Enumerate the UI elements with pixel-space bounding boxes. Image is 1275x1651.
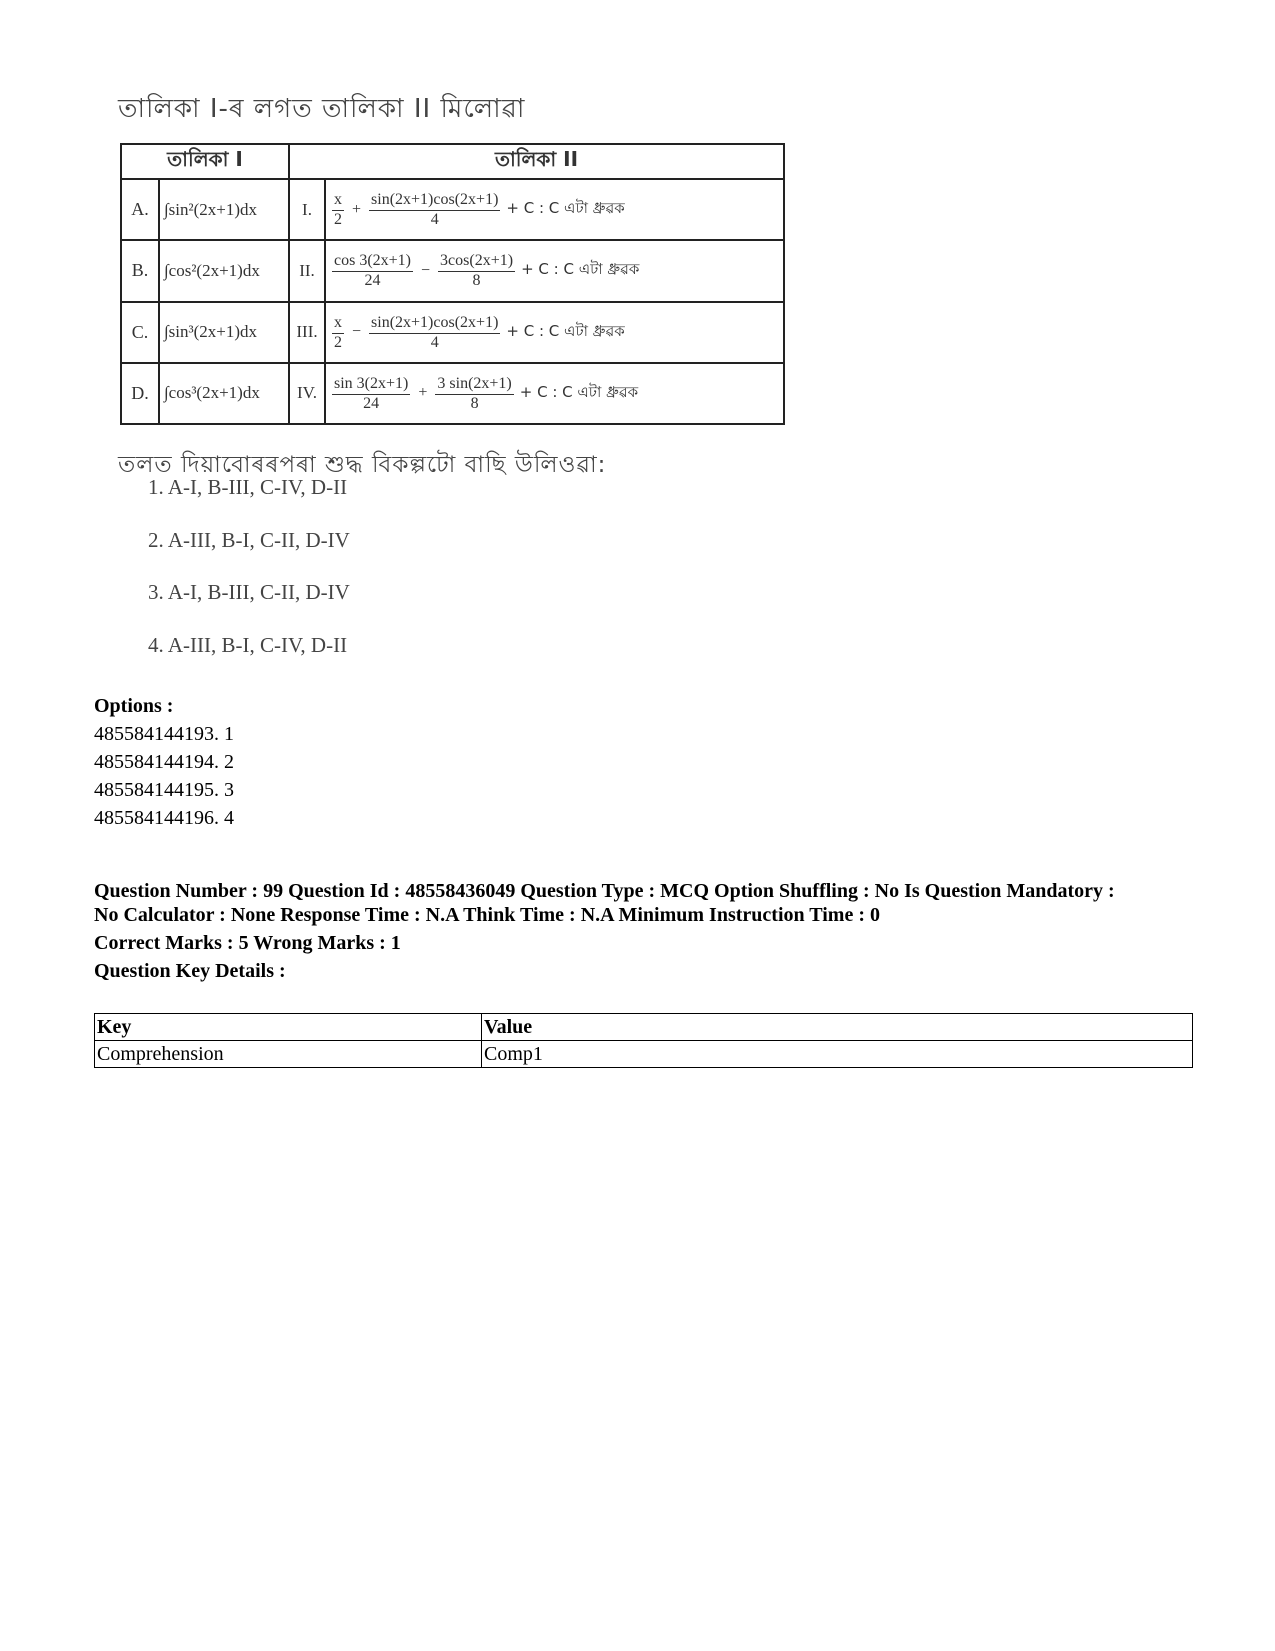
operator: +	[418, 384, 428, 402]
col-header-list2: তালিকা II	[289, 144, 784, 179]
option-item: 485584144193. 1	[94, 723, 234, 745]
row-expression	[325, 302, 784, 363]
marks-line: Correct Marks : 5 Wrong Marks : 1	[94, 932, 401, 954]
fraction-numerator: x	[332, 190, 344, 211]
row-letter: A.	[121, 179, 159, 240]
table-row	[121, 179, 784, 240]
table-row	[95, 1041, 1193, 1068]
table-row	[121, 240, 784, 301]
key-details-table	[94, 1013, 1193, 1068]
meta-line-2: No Calculator : None Response Time : N.A Think Time : N.A Minimum Instruction Time : 0	[94, 904, 880, 926]
option-item: 485584144196. 4	[94, 807, 234, 829]
fraction-denominator: 8	[470, 394, 479, 412]
row-roman: IV.	[289, 363, 325, 424]
option-item: 485584144194. 2	[94, 751, 234, 773]
question-image	[110, 80, 790, 700]
question-meta	[94, 879, 1194, 983]
row-expression	[325, 179, 784, 240]
meta-line-1: Question Number : 99 Question Id : 48558436049 Question Type : MCQ Option Shuffling : No Is Question Mandatory :	[94, 880, 1115, 902]
options-label: Options :	[94, 695, 174, 717]
key-details-label: Question Key Details :	[94, 960, 286, 982]
row-roman: I.	[289, 179, 325, 240]
fraction-numerator: 3 sin(2x+1)	[435, 374, 513, 395]
constant-clause: + C : C এটা ধ্ৰুৱক	[506, 199, 625, 218]
fraction-numerator: 3cos(2x+1)	[438, 251, 515, 272]
fraction-numerator: sin(2x+1)cos(2x+1)	[369, 313, 500, 334]
row-roman: III.	[289, 302, 325, 363]
value-cell: Comp1	[482, 1041, 1193, 1068]
row-expression	[325, 363, 784, 424]
row-letter: C.	[121, 302, 159, 363]
choice-4: 4. A-III, B-I, C-IV, D-II	[148, 633, 348, 657]
operator: +	[352, 200, 362, 218]
fraction-numerator: sin 3(2x+1)	[332, 374, 410, 395]
row-roman: II.	[289, 240, 325, 301]
key-cell: Comprehension	[95, 1041, 482, 1068]
match-table	[120, 143, 785, 425]
table-row	[121, 302, 784, 363]
fraction-numerator: cos 3(2x+1)	[332, 251, 413, 272]
row-integral: ∫sin³(2x+1)dx	[159, 302, 289, 363]
fraction-numerator: sin(2x+1)cos(2x+1)	[369, 190, 500, 211]
question-instruction: তলত দিয়াবোৰৰপৰা শুদ্ধ বিকল্পটো বাছি উলিওৱা:	[118, 452, 607, 478]
fraction-numerator: x	[332, 313, 344, 334]
question-heading: তালিকা I-ৰ লগত তালিকা II মিলোৱা	[118, 94, 526, 124]
constant-clause: + C : C এটা ধ্ৰুৱক	[521, 260, 640, 279]
fraction-denominator: 24	[363, 394, 380, 412]
table-row	[121, 363, 784, 424]
fraction-denominator: 2	[334, 333, 342, 351]
fraction-denominator: 24	[364, 272, 381, 290]
fraction-denominator: 8	[472, 272, 481, 290]
choice-3: 3. A-I, B-III, C-II, D-IV	[148, 580, 350, 604]
constant-clause: + C : C এটা ধ্ৰুৱক	[506, 321, 625, 340]
constant-clause: + C : C এটা ধ্ৰুৱক	[519, 382, 639, 401]
fraction-denominator: 2	[334, 211, 342, 229]
table-row	[95, 1014, 1193, 1041]
row-integral: ∫sin²(2x+1)dx	[159, 179, 289, 240]
operator: −	[352, 323, 362, 341]
choice-2: 2. A-III, B-I, C-II, D-IV	[148, 528, 350, 552]
col-header-list1: তালিকা I	[121, 144, 289, 179]
fraction-denominator: 4	[430, 333, 439, 351]
row-letter: D.	[121, 363, 159, 424]
row-expression	[325, 240, 784, 301]
row-letter: B.	[121, 240, 159, 301]
fraction-denominator: 4	[430, 211, 439, 229]
operator: −	[421, 261, 431, 279]
row-integral: ∫cos²(2x+1)dx	[159, 240, 289, 301]
option-item: 485584144195. 3	[94, 779, 234, 801]
key-header: Key	[95, 1014, 482, 1041]
choice-1: 1. A-I, B-III, C-IV, D-II	[148, 475, 348, 499]
value-header: Value	[482, 1014, 1193, 1041]
row-integral: ∫cos³(2x+1)dx	[159, 363, 289, 424]
